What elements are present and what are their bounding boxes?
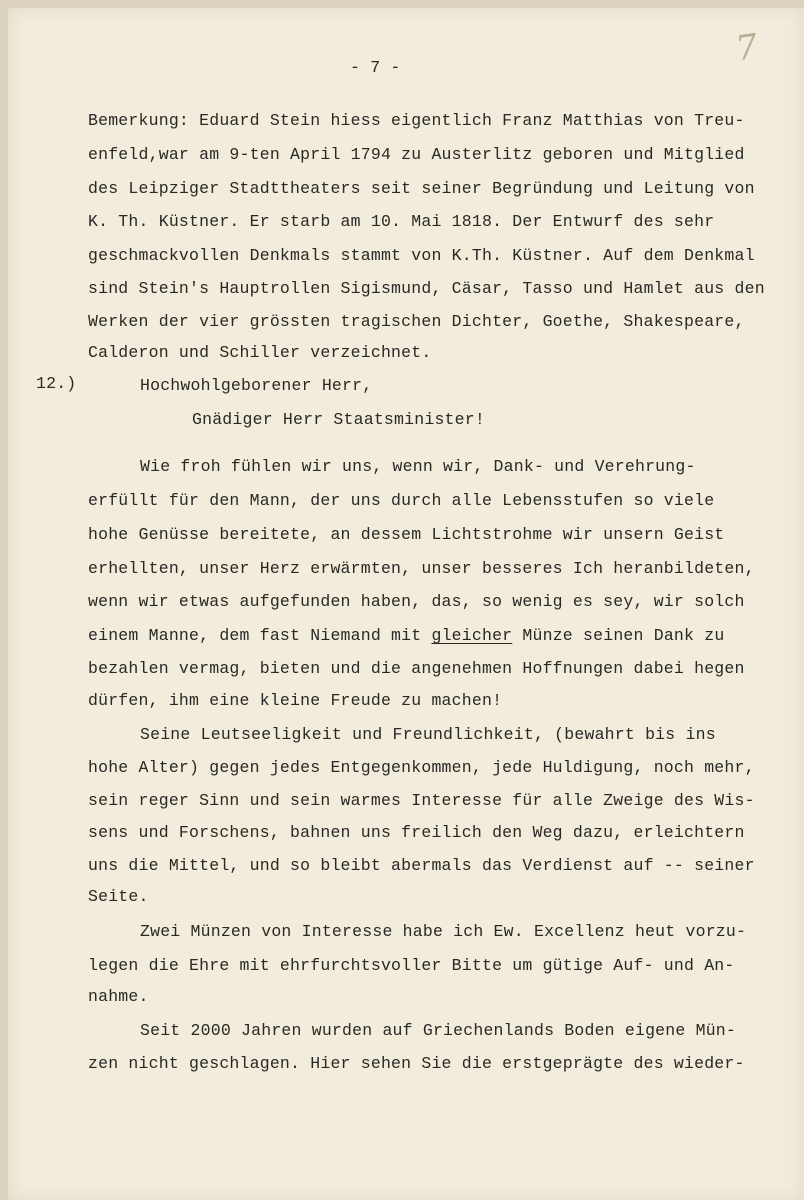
- paragraph-line: Wie froh fühlen wir uns, wenn wir, Dank- und Verehrung-: [140, 457, 696, 476]
- paragraph-line: bezahlen vermag, bieten und die angenehmen Hoffnungen dabei hegen: [88, 659, 745, 678]
- salutation-line: Hochwohlgeborener Herr,: [140, 376, 373, 395]
- paragraph-line: nahme.: [88, 987, 149, 1006]
- paragraph-line: wenn wir etwas aufgefunden haben, das, so wenig es sey, wir solch: [88, 592, 745, 611]
- paragraph-line: hohe Alter) gegen jedes Entgegenkommen, jede Huldigung, noch mehr,: [88, 758, 755, 777]
- remark-line: des Leipziger Stadttheaters seit seiner Begründung und Leitung von: [88, 179, 755, 198]
- paragraph-line: Seit 2000 Jahren wurden auf Griechenlands Boden eigene Mün-: [140, 1021, 736, 1040]
- paragraph-line: erhellten, unser Herz erwärmten, unser besseres Ich heranbildeten,: [88, 559, 755, 578]
- underlined-word: gleicher: [431, 626, 513, 645]
- item-number: 12.): [36, 374, 77, 393]
- paragraph-line: sein reger Sinn und sein warmes Interesse für alle Zweige des Wis-: [88, 791, 755, 810]
- paragraph-line: [88, 626, 724, 645]
- paragraph-line: Zwei Münzen von Interesse habe ich Ew. Excellenz heut vorzu-: [140, 922, 747, 941]
- paragraph-line: Seite.: [88, 887, 149, 906]
- salutation-line: Gnädiger Herr Staatsminister!: [192, 410, 485, 429]
- pencil-page-mark: 7: [733, 26, 761, 70]
- remark-line: enfeld,war am 9-ten April 1794 zu Austerlitz geboren und Mitglied: [88, 145, 745, 164]
- paragraph-line: sens und Forschens, bahnen uns freilich den Weg dazu, erleichtern: [88, 823, 745, 842]
- paragraph-line: uns die Mittel, und so bleibt abermals das Verdienst auf -- seiner: [88, 856, 755, 875]
- paragraph-line: zen nicht geschlagen. Hier sehen Sie die erstgeprägte des wieder-: [88, 1054, 745, 1073]
- remark-line: Bemerkung: Eduard Stein hiess eigentlich Franz Matthias von Treu-: [88, 111, 745, 130]
- remark-line: K. Th. Küstner. Er starb am 10. Mai 1818. Der Entwurf des sehr: [88, 212, 715, 231]
- remark-line: sind Stein's Hauptrollen Sigismund, Cäsar, Tasso und Hamlet aus den: [88, 279, 765, 298]
- text-run: einem Manne, dem fast Niemand mit: [88, 626, 432, 645]
- remark-line: geschmackvollen Denkmals stammt von K.Th. Küstner. Auf dem Denkmal: [88, 246, 755, 265]
- text-run: Münze seinen Dank zu: [512, 626, 725, 645]
- paragraph-line: dürfen, ihm eine kleine Freude zu machen!: [88, 691, 503, 710]
- page-number: - 7 -: [350, 58, 401, 77]
- paragraph-line: legen die Ehre mit ehrfurchtsvoller Bitte um gütige Auf- und An-: [88, 956, 735, 975]
- paragraph-line: hohe Genüsse bereitete, an dessem Lichtstrohme wir unsern Geist: [88, 525, 725, 544]
- paragraph-line: erfüllt für den Mann, der uns durch alle Lebensstufen so viele: [88, 491, 715, 510]
- remark-line: Werken der vier grössten tragischen Dichter, Goethe, Shakespeare,: [88, 312, 745, 331]
- paragraph-line: Seine Leutseeligkeit und Freundlichkeit, (bewahrt bis ins: [140, 725, 716, 744]
- remark-line: Calderon und Schiller verzeichnet.: [88, 343, 432, 362]
